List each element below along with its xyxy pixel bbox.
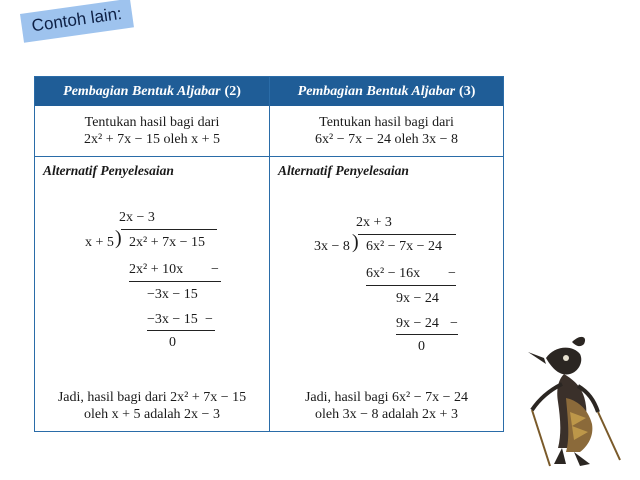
example-2-step2: −3x − 15	[147, 312, 198, 327]
example-2-line2	[147, 330, 215, 331]
example-3-column	[269, 77, 503, 431]
example-3-bracket: )	[352, 231, 359, 253]
example-3-step2: 9x − 24	[396, 316, 439, 331]
example-2-remainder2: 0	[169, 335, 176, 350]
wayang-puppet-icon	[528, 337, 620, 466]
example-2-line1	[129, 281, 221, 282]
example-3-question-line2: 6x² − 7x − 24 oleh 3x − 8	[315, 132, 458, 147]
example-2-division-bar	[121, 229, 217, 230]
example-2-header-number: (2)	[224, 83, 241, 99]
example-2-remainder1: −3x − 15	[147, 287, 198, 302]
example-2-column	[35, 77, 269, 431]
example-2-conclusion	[35, 389, 269, 423]
example-2-long-division	[35, 77, 269, 433]
example-2-divisor: x + 5	[85, 235, 114, 250]
example-2-header-title: Pembagian Bentuk Aljabar	[63, 83, 221, 99]
example-2-conclusion-line2: oleh x + 5 adalah 2x − 3	[84, 407, 220, 422]
example-3-division-bar	[358, 234, 456, 235]
example-3-conclusion-line2: oleh 3x − 8 adalah 2x + 3	[315, 407, 458, 422]
example-2-quotient: 2x − 3	[119, 210, 155, 225]
example-2-solution-title: Alternatif Penyelesaian	[43, 163, 174, 178]
example-3-line2	[396, 334, 458, 335]
example-2-minus2: −	[205, 312, 213, 327]
example-3-question-line1: Tentukan hasil bagi dari	[319, 115, 454, 130]
example-3-quotient: 2x + 3	[356, 215, 392, 230]
example-label: Contoh lain:	[20, 0, 134, 43]
example-3-header-number: (3)	[459, 83, 476, 99]
example-3-conclusion	[270, 389, 503, 423]
example-2-step1: 2x² + 10x	[129, 262, 184, 277]
example-3-divisor: 3x − 8	[314, 239, 350, 254]
example-2-question-line1: Tentukan hasil bagi dari	[84, 115, 220, 130]
example-3-remainder1: 9x − 24	[396, 291, 439, 306]
example-3-conclusion-line1: Jadi, hasil bagi 6x² − 7x − 24	[304, 390, 469, 405]
example-3-minus2: −	[450, 316, 458, 331]
example-3-line1	[366, 285, 456, 286]
example-2-minus1: −	[211, 262, 219, 277]
wayang-puppet-illustration	[514, 328, 634, 468]
example-3-header-title: Pembagian Bentuk Aljabar	[297, 83, 456, 99]
example-3-minus1: −	[448, 266, 456, 281]
example-2-conclusion-line1: Jadi, hasil bagi dari 2x² + 7x − 15	[57, 390, 247, 405]
example-2-question-line2: 2x² + 7x − 15 oleh x + 5	[84, 132, 220, 147]
example-3-remainder2: 0	[418, 339, 425, 354]
example-3-long-division	[270, 77, 503, 433]
example-2-bracket: )	[115, 227, 122, 249]
example-3-solution-title: Alternatif Penyelesaian	[278, 163, 409, 178]
division-panel	[34, 76, 504, 432]
example-2-dividend: 2x² + 7x − 15	[129, 235, 205, 250]
example-3-dividend: 6x² − 7x − 24	[366, 239, 442, 254]
example-3-step1: 6x² − 16x	[366, 266, 421, 281]
